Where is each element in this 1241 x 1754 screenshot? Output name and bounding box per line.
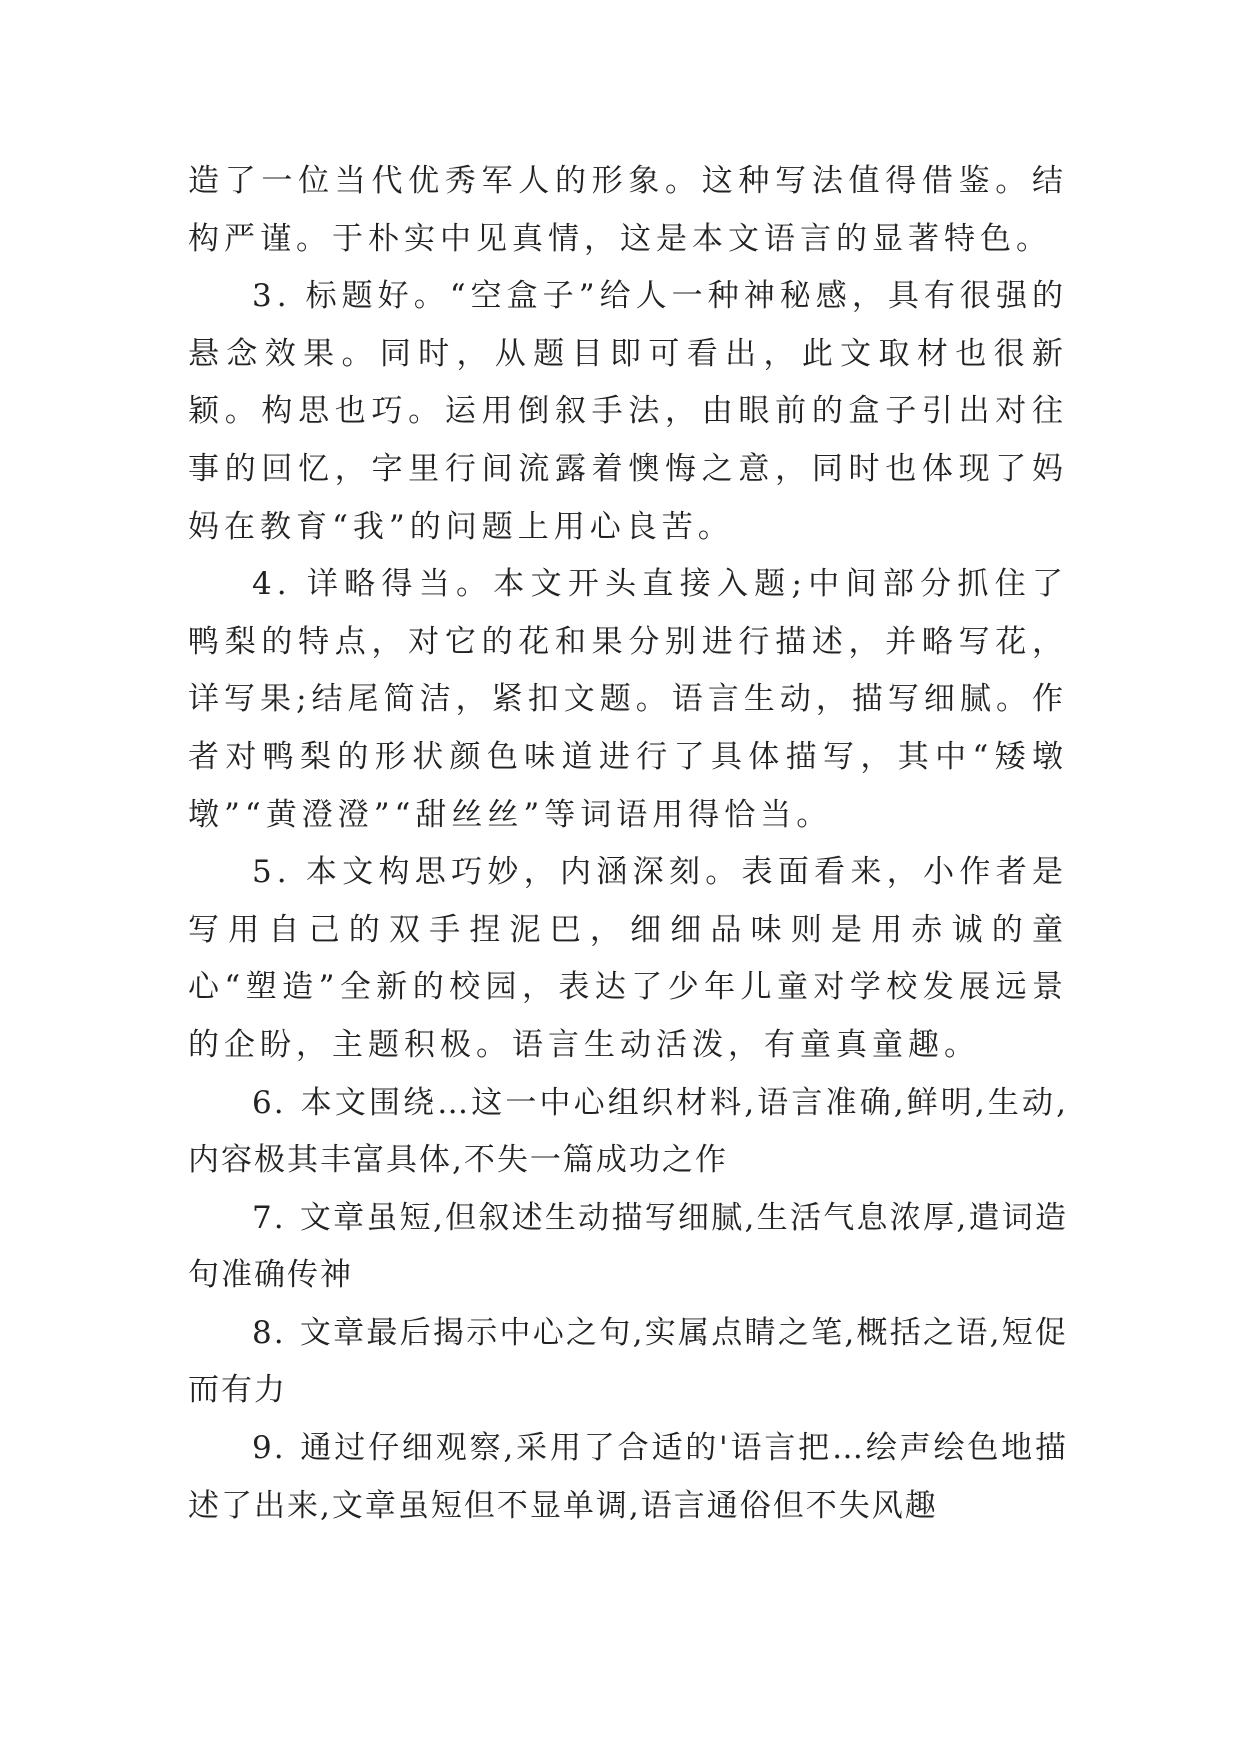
- paragraph-3: [188, 268, 1068, 556]
- paragraph-text: 文章虽短,但叙述生动描写细腻,生活气息浓厚,遣词造句准确传神: [188, 1199, 1068, 1294]
- paragraph-number: 5.: [252, 854, 292, 891]
- paragraph-5: [188, 844, 1068, 1074]
- paragraph-text: 文章最后揭示中心之句,实属点睛之笔,概括之语,短促而有力: [188, 1314, 1068, 1409]
- paragraph-text: 本文构思巧妙，内涵深刻。表面看来，小作者是写用自己的双手捏泥巴，细细品味则是用赤诚的童心“塑造”全新的校园，表达了少年儿童对学校发展远景的企盼，主题积极。语言生动活泼，有童真童趣。: [188, 854, 1068, 1063]
- paragraph-text: 本文围绕…这一中心组织材料,语言准确,鲜明,生动,内容极其丰富具体,不失一篇成功之作: [188, 1084, 1068, 1179]
- paragraph-number: 8.: [252, 1314, 286, 1351]
- paragraph-continued: [188, 153, 1068, 268]
- paragraph-number: 9.: [252, 1430, 286, 1467]
- paragraph-7: [188, 1190, 1068, 1305]
- paragraph-number: 3.: [252, 278, 292, 315]
- paragraph-text: 详略得当。本文开头直接入题;中间部分抓住了鸭梨的特点，对它的花和果分别进行描述，并略写花，详写果;结尾简洁，紧扣文题。语言生动，描写细腻。作者对鸭梨的形状颜色味道进行了具体描写，其中“矮墩墩”“黄澄澄”“甜丝丝”等词语用得恰当。: [188, 566, 1068, 833]
- paragraph-text: 标题好。“空盒子”给人一种神秘感，具有很强的悬念效果。同时，从题目即可看出，此文取材也很新颖。构思也巧。运用倒叙手法，由眼前的盒子引出对往事的回忆，字里行间流露着懊悔之意，同时也体现了妈妈在教育“我”的问题上用心良苦。: [188, 278, 1068, 545]
- document-body: [188, 153, 1068, 1535]
- paragraph-text: 造了一位当代优秀军人的形象。这种写法值得借鉴。结构严谨。于朴实中见真情，这是本文语言的显著特色。: [188, 163, 1068, 257]
- paragraph-9: [188, 1420, 1068, 1535]
- paragraph-6: [188, 1075, 1068, 1190]
- paragraph-number: 6.: [252, 1084, 286, 1121]
- paragraph-8: [188, 1305, 1068, 1420]
- paragraph-number: 7.: [252, 1199, 286, 1236]
- paragraph-number: 4.: [252, 566, 292, 603]
- paragraph-4: [188, 556, 1068, 844]
- paragraph-text: 通过仔细观察,采用了合适的'语言把…绘声绘色地描述了出来,文章虽短但不显单调,语言通俗但不失风趣: [188, 1430, 1068, 1524]
